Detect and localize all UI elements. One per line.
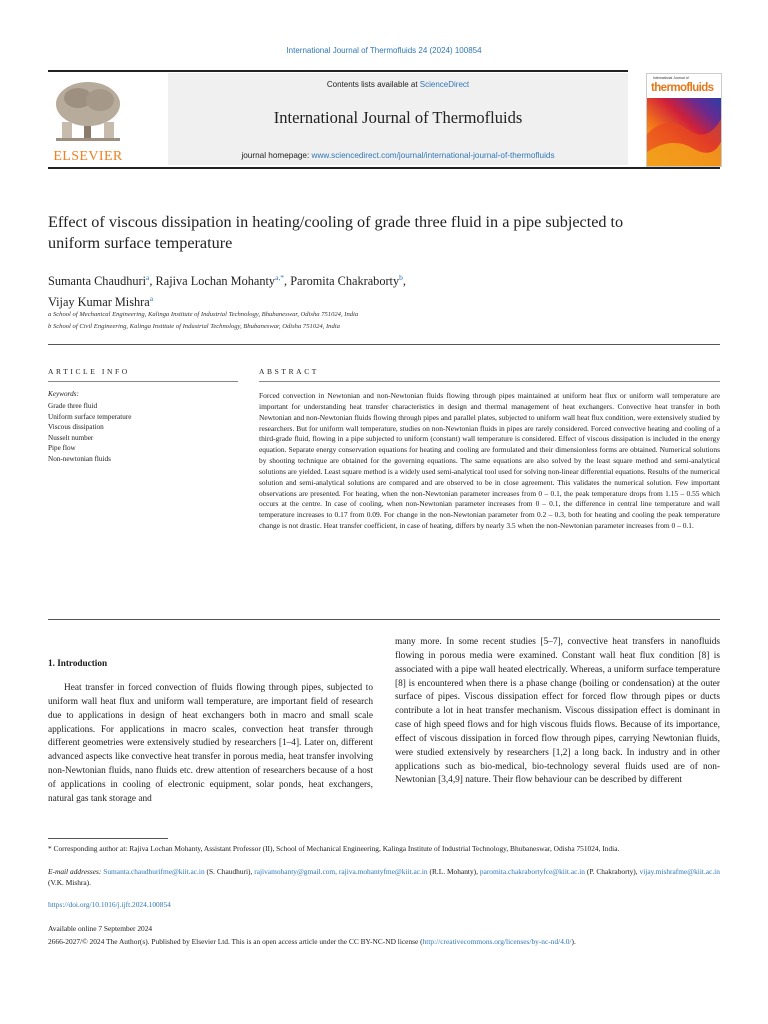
introduction-heading: 1. Introduction [48,658,108,668]
author-affiliation-mark[interactable]: a,* [275,273,285,282]
footnote-rule [48,838,168,839]
divider [48,344,720,345]
author-name[interactable]: Sumanta Chaudhuri [48,274,147,289]
author-name[interactable]: Rajiva Lochan Mohanty [155,274,276,289]
author-affiliation-mark[interactable]: a [149,294,154,304]
journal-homepage-line [168,151,628,160]
license-suffix: ). [571,937,576,946]
header-rule-top [48,70,628,72]
email-owner: (V.K. Mishra). [48,878,91,888]
abstract-heading: ABSTRACT [259,367,319,376]
keyword-item: Grade three fluid [48,402,98,410]
homepage-label: journal homepage: [241,151,312,160]
keywords-list [48,401,131,464]
email-link[interactable]: Sumanta.chaudhurifme@kiit.ac.in [103,867,205,876]
author-name[interactable]: Vijay Kumar Mishra [48,295,150,310]
author-list: Sumanta Chaudhuri$^a$, Rajiva Lochan Mohanty$^{a,*}$, Paromita Chakraborty$^b$, Vijay Kumar Mishra$^a$ [48,273,406,310]
article-info-heading: ARTICLE INFO [48,367,130,376]
cover-title: thermofluids [651,82,714,94]
author-name[interactable]: Paromita Chakraborty [290,274,400,289]
email-owner: (P. Chakraborty), [586,867,638,876]
divider [259,381,720,382]
email-footnote [48,866,720,888]
keywords-label: Keywords: [48,390,79,398]
available-online-date: Available online 7 September 2024 [48,924,153,933]
journal-name: International Journal of Thermofluids [273,108,523,127]
license-text: 2666-2027/© 2024 The Author(s). Published by Elsevier Ltd. This is an open access article under the CC BY-NC-ND license ( [48,937,423,946]
paper-title: Effect of viscous dissipation in heating/cooling of grade three fluid in a pipe subjected to uniform surface temperature [48,213,624,252]
affiliation-b: b School of Civil Engineering, Kalinga Institute of Industrial Technology, Bhubaneswar, Odisha 751024, India [48,323,340,330]
email-label: E-mail addresses: [48,867,102,876]
corresponding-author-footnote: * Corresponding author at: Rajiva Lochan Mohanty, Assistant Professor (II), School of Mechanical Engineering, Kalinga Institute of Industrial Technology, Bhubaneswar, Odisha 751024, India. [48,844,620,853]
email-link[interactable]: rajiva.mohantyfme@kiit.ac.in [338,867,428,876]
contents-prefix: Contents lists available at [326,80,420,89]
elsevier-wordmark: ELSEVIER [53,149,123,164]
author-affiliation-mark[interactable]: b [399,273,403,282]
journal-homepage-link[interactable]: www.sciencedirect.com/journal/international-journal-of-thermofluids [311,151,555,160]
keyword-item: Nusselt number [48,433,94,442]
license-link[interactable]: http://creativecommons.org/licenses/by-nc-nd/4.0/ [422,937,572,946]
email-owner: (S. Chaudhuri), [206,867,253,876]
email-link[interactable]: rajivamohanty@gmail.com, [254,867,338,876]
divider [48,381,238,382]
keyword-item: Viscous dissipation [48,423,104,431]
doi-link[interactable]: https://doi.org/10.1016/j.ijft.2024.100854 [48,900,171,909]
license-statement [48,936,720,947]
journal-citation-link[interactable]: International Journal of Thermofluids 24 (2024) 100854 [286,46,482,55]
sciencedirect-link[interactable]: ScienceDirect [419,80,470,89]
abstract-text: Forced convection in Newtonian and non-Newtonian fluids flowing through pipes maintained at uniform heat flux or uniform wall temperature are important for understanding heat transfer characteristics in design and thermal management of heat exchangers. Convective heat transfer in both Newtonian and non-Newtonian fluids flowing through pipes and parallel plates, subjected to uniform wall heat flux condition, were extensively studied by researchers. But for uniform wall temperature, studies on non-Newtonian fluids in pipes are rarely considered. Forced convective heating and cooling of a third-grade fluid, flowing in a pipe subjected to uniform (constant) wall temperature is considered. Effect of viscous dissipation is included in the energy equation. Separate energy conservation equations for heating and cooling are formulated and their dimensionless forms are obtained. Numerical solutions by shooting technique are obtained for the governing equations. The same equations are also solved by the least square method and semi-analytical solutions are yielded. Least square method is a widely used semi-analytical tool used for solving non-linear differential equations. Results of the numerical solution and semi-analytical solutions are compared and are observed to be in close agreement. This validates the numerical solution. Few important observations are presented. For heating, when the non-Newtonian parameter increases from 0 – 0.1, the peak temperature drops from 1.15 – 0.55 which occurs at the centre. In case of cooling, when non-Newtonian parameter increases from 0 – 0.1, the difference in central line temperature and wall temperature increases to 0.17 from 0.09. For change in the non-Newtonian parameter from 0.2 – 0.3, both for heating and cooling the peak temperature change is not drastic. Heat transfer coefficient, in case of heating, differs by nearly 3.5 when the non-Newtonian parameter increases from 0 – 0.1. [259,391,720,531]
keyword-item: Uniform surface temperature [48,412,132,421]
keyword-item: Pipe flow [48,444,76,452]
affiliation-a: a School of Mechanical Engineering, Kalinga Institute of Industrial Technology, Bhubaneswar, Odisha 751024, India [48,311,359,318]
body-text-column-1: Heat transfer in forced convection of fluids flowing through pipes, subjected to uniform wall heat flux and uniform wall temperature, are important field of research due to applications in design of heat exchangers both in macro and small scale applications. For applications in macro scales, convection heat transfer through different geometries were extensively studied by researchers [1–4]. Later on, different advanced aspects like convective heat transfer in porous media, heat transfer involving non-Newtonian fluids, nano fluids etc. drew attention of researchers because of a host of applications in cooling of electronic equipment, solar ponds, heat exchangers, natural gas tank storage and [48,683,373,804]
email-link[interactable]: paromita.chakrabortyfce@kiit.ac.in [479,867,585,876]
cover-small-text: International Journal of [653,76,689,80]
header-rule-bottom [48,167,720,169]
journal-cover-thumbnail[interactable] [646,73,722,167]
body-text-column-2: many more. In some recent studies [5–7], convective heat transfers in nanofluids flowing in porous media were examined. Constant wall heat flux condition [8] is associated with a pipe wall heated electrically. Whereas, a uniform surface temperature [8] is encountered when there is a phase change (boiling or condensation) at the outer surface of pipes. Viscous dissipation effect for forced flow through pipes or ducts contribute a lot in heat transfer mechanism. Viscous dissipation effect is dominant in case of high speed flows and for high viscous fluids flows. Because of its importance, effect of viscous dissipation in forced flow through pipes, carrying Newtonian fluids, were studied extensively by researchers [1,2] a long back. In industry and in other applications such as bio-medical, bio-technology several fluids used are of non-Newtonian [3,4,9] nature. Their flow behaviour can be described by different [395,637,720,786]
contents-line [168,80,628,89]
email-link[interactable]: vijay.mishrafme@kiit.ac.in [639,867,720,876]
author-affiliation-mark[interactable]: a [146,273,150,282]
divider [48,619,720,620]
keyword-item: Non-newtonian fluids [48,454,111,463]
email-owner: (R.L. Mohanty), [429,867,478,876]
